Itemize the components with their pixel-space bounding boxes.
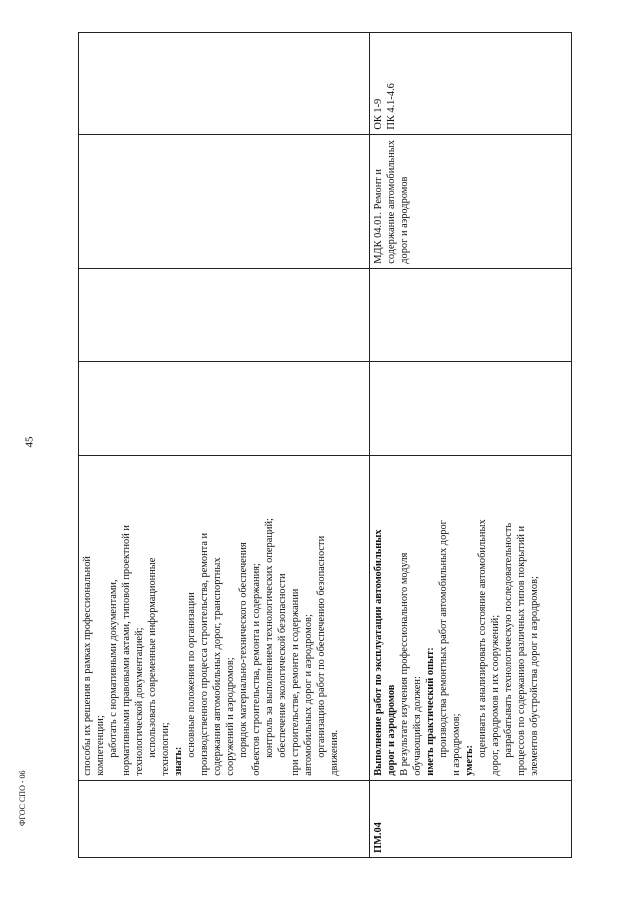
competencies-cell xyxy=(79,33,370,135)
description-line: основные положения по организации xyxy=(186,592,197,758)
ok-codes: ОК 1-9 xyxy=(373,98,384,130)
description-line: при строительстве, ремонте и содержании xyxy=(290,588,301,776)
description-line: порядок материально-технического обеспечения xyxy=(238,542,249,758)
description-line: уметь: xyxy=(464,744,475,776)
table-row xyxy=(370,33,572,858)
hours-cell xyxy=(79,268,370,361)
module-description-cell xyxy=(79,455,370,780)
description-line: организацию работ по обеспечению безопасности xyxy=(316,535,327,758)
module-code-cell: ПМ.04 xyxy=(370,780,572,857)
document-footer: ФГОС СПО - 06 xyxy=(18,770,27,826)
description-line: объектов строительства, ремонта и содержания; xyxy=(251,563,262,776)
hours-cell xyxy=(79,362,370,455)
curriculum-table xyxy=(78,32,572,858)
description-line: технологической документацией; xyxy=(134,627,145,776)
module-description-cell xyxy=(370,455,572,780)
description-line: В результате изучения профессионального модуля xyxy=(399,552,410,776)
description-line: содержания автомобильных дорог, транспортных xyxy=(212,557,223,776)
description-line: использовать современные информационные xyxy=(147,557,158,758)
hours-cell xyxy=(370,268,572,361)
description-line: сооружений и аэродромов; xyxy=(225,657,236,776)
description-line: разрабатывать технологическую последовательность xyxy=(503,522,514,758)
description-line: иметь практический опыт: xyxy=(425,647,436,776)
hours-cell xyxy=(370,362,572,455)
description-line: способы их решения в рамках профессиональной xyxy=(82,556,93,776)
description-line: работать с нормативными документами, xyxy=(108,579,119,758)
mdk-cell: МДК 04.01. Ремонт и содержание автомобильных дорог и аэродромов xyxy=(370,134,572,268)
description-line: движения. xyxy=(329,729,340,776)
description-line: технологии; xyxy=(160,722,171,776)
description-line: производственного процесса строительства, ремонта и xyxy=(199,532,210,776)
description-line: процессов по содержанию различных типов покрытий и xyxy=(516,525,527,776)
module-code-cell xyxy=(79,780,370,857)
pk-codes: ПК 4.1-4.6 xyxy=(386,83,397,130)
description-line: компетенции; xyxy=(95,715,106,776)
description-line: знать: xyxy=(173,746,184,776)
description-line: обеспечение экологической безопасности xyxy=(277,573,288,758)
description-line: обучающийся должен: xyxy=(412,676,423,776)
curriculum-table-page xyxy=(78,32,571,858)
description-line: Выполнение работ по эксплуатации автомобильных xyxy=(373,529,384,776)
competencies-cell xyxy=(370,33,572,135)
description-line: элементов обустройства дорог и аэродромов; xyxy=(529,576,540,776)
description-line: оценивать и анализировать состояние автомобильных xyxy=(477,519,488,758)
description-line: и аэродромов; xyxy=(451,713,462,776)
description-line: дорог, аэродромов и их сооружений; xyxy=(490,614,501,776)
description-line: контроль за выполнением технологических операций; xyxy=(264,518,275,758)
table-row xyxy=(79,33,370,858)
description-line: нормативными правовыми актами, типовой проектной и xyxy=(121,525,132,776)
mdk-cell xyxy=(79,134,370,268)
description-line: дорог и аэродромов xyxy=(386,684,397,776)
page-number: 45 xyxy=(23,436,36,448)
description-line: автомобильных дорог и аэродромов; xyxy=(303,614,314,776)
description-line: производства ремонтных работ автомобильных дорог xyxy=(438,520,449,758)
